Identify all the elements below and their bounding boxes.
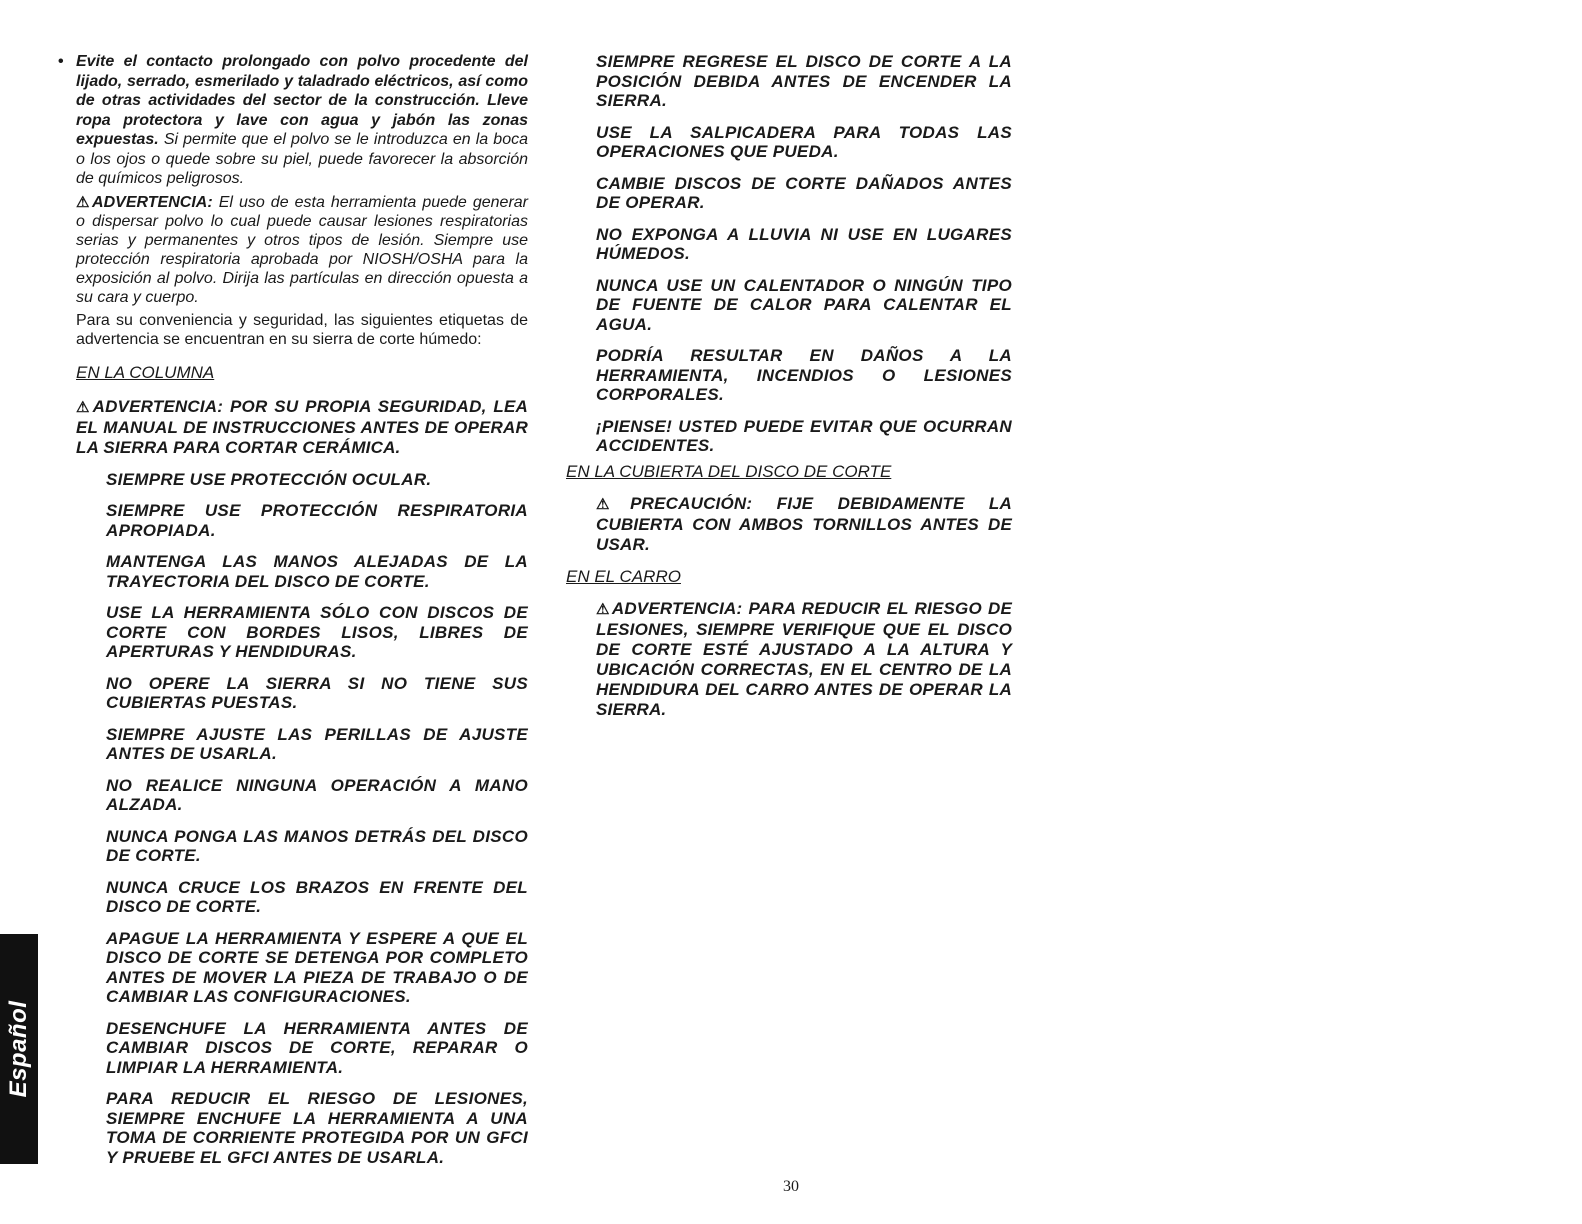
list-item: CAMBIE DISCOS DE CORTE DAÑADOS ANTES DE OPERAR.: [596, 173, 1012, 212]
list-item: APAGUE LA HERRAMIENTA Y ESPERE A QUE EL DISCO DE CORTE SE DETENGA POR COMPLETO ANTES DE MOVER LA PIEZA DE TRABAJO O DE CAMBIAR LAS CONFIGURACIONES.: [106, 928, 528, 1006]
intro-text: Para su conveniencia y seguridad, las siguientes etiquetas de advertencia se encuentran en su sierra de corte húmedo:: [76, 311, 528, 348]
list-item: DESENCHUFE LA HERRAMIENTA ANTES DE CAMBIAR DISCOS DE CORTE, REPARAR O LIMPIAR LA HERRAMIENTA.: [106, 1018, 528, 1077]
list-item: USE LA HERRAMIENTA SÓLO CON DISCOS DE CORTE CON BORDES LISOS, LIBRES DE APERTURAS Y HENDIDURAS.: [106, 603, 528, 661]
cover-caution: [596, 494, 1012, 555]
heading-cover: EN LA CUBIERTA DEL DISCO DE CORTE: [566, 461, 892, 481]
page-number: 30: [783, 1178, 799, 1195]
warning-triangle-icon: ⚠: [596, 600, 611, 618]
list-item: PODRÍA RESULTAR EN DAÑOS A LA HERRAMIENTA, INCENDIOS O LESIONES CORPORALES.: [596, 346, 1012, 404]
list-item: NO REALICE NINGUNA OPERACIÓN A MANO ALZADA.: [106, 775, 528, 814]
warning-triangle-icon: ⚠: [76, 398, 92, 416]
list-item: NO OPERE LA SIERRA SI NO TIENE SUS CUBIERTAS PUESTAS.: [106, 673, 528, 712]
language-label: Español: [5, 1000, 32, 1098]
list-item: SIEMPRE USE PROTECCIÓN OCULAR.: [106, 469, 432, 489]
carriage-warning-text: ADVERTENCIA: PARA REDUCIR EL RIESGO DE LESIONES, SIEMPRE VERIFIQUE QUE EL DISCO DE CORTE ESTÉ AJUSTADO A LA ALTURA Y UBICACIÓN CORRECTAS, EN EL CENTRO DE LA HENDIDURA DEL CARRO ANTES DE OPERAR LA SIERRA.: [596, 598, 1013, 719]
right-label-list: [596, 52, 1012, 456]
carriage-warning: [596, 599, 1012, 720]
warning-label: ADVERTENCIA:: [92, 193, 213, 211]
warning-triangle-icon: ⚠: [596, 495, 630, 513]
list-item: ¡PIENSE! USTED PUEDE EVITAR QUE OCURRAN ACCIDENTES.: [596, 416, 1012, 455]
column-label-list: [106, 470, 528, 1168]
list-item: NUNCA USE UN CALENTADOR O NINGÚN TIPO DE FUENTE DE CALOR PARA CALENTAR EL AGUA.: [596, 275, 1012, 334]
dust-bullet-text: Si permite que el polvo se le introduzca en la boca o los ojos o quede sobre su piel, puede favorecer la absorción de químicos peligrosos.: [76, 131, 528, 187]
list-item: SIEMPRE REGRESE EL DISCO DE CORTE A LA POSICIÓN DEBIDA ANTES DE ENCENDER LA SIERRA.: [596, 52, 1012, 110]
cover-caution-text: PRECAUCIÓN: FIJE DEBIDAMENTE LA CUBIERTA CON AMBOS TORNILLOS ANTES DE USAR.: [596, 493, 1012, 554]
dust-bullet: [58, 52, 528, 189]
heading-column: EN LA COLUMNA: [76, 362, 215, 382]
column-warning: [76, 397, 528, 458]
list-item: USE LA SALPICADERA PARA TODAS LAS OPERACIONES QUE PUEDA.: [596, 122, 1012, 161]
list-item: NUNCA PONGA LAS MANOS DETRÁS DEL DISCO DE CORTE.: [106, 826, 528, 865]
list-item: NO EXPONGA A LLUVIA NI USE EN LUGARES HÚMEDOS.: [596, 224, 1012, 263]
dust-warning: [76, 193, 528, 307]
list-item: SIEMPRE AJUSTE LAS PERILLAS DE AJUSTE ANTES DE USARLA.: [106, 724, 528, 763]
right-column: [566, 52, 1013, 720]
heading-carriage: EN EL CARRO: [566, 566, 681, 586]
list-item: NUNCA CRUCE LOS BRAZOS EN FRENTE DEL DISCO DE CORTE.: [106, 877, 528, 916]
bullet-dot-icon: •: [58, 53, 64, 70]
left-column: [58, 52, 528, 1167]
list-item: PARA REDUCIR EL RIESGO DE LESIONES, SIEMPRE ENCHUFE LA HERRAMIENTA A UNA TOMA DE CORRIENTE PROTEGIDA POR UN GFCI Y PRUEBE EL GFCI ANTES DE USARLA.: [106, 1089, 528, 1167]
list-item: MANTENGA LAS MANOS ALEJADAS DE LA TRAYECTORIA DEL DISCO DE CORTE.: [106, 552, 528, 591]
column-warning-text: ADVERTENCIA: POR SU PROPIA SEGURIDAD, LEA EL MANUAL DE INSTRUCCIONES ANTES DE OPERAR LA SIERRA PARA CORTAR CERÁMICA.: [76, 396, 528, 457]
dust-bullet-bold: Evite el contacto prolongado con polvo procedente del lijado, serrado, esmerilado y taladrado eléctricos, así como de otras actividades del sector de la construcción. Lleve ropa protectora y lave con agua y jabón las zonas expuestas.: [76, 53, 528, 148]
warning-triangle-icon: ⚠: [76, 193, 92, 211]
language-side-tab: [0, 934, 38, 1164]
warning-text: El uso de esta herramienta puede generar o dispersar polvo lo cual puede causar lesiones respiratorias serias y permanentes y otros tipos de lesión. Siempre use protección respiratoria aprobada por NIOSH/OSHA para la exposición al polvo. Dirija las partículas en dirección opuesta a su cara y cuerpo.: [76, 193, 528, 306]
list-item: SIEMPRE USE PROTECCIÓN RESPIRATORIA APROPIADA.: [106, 501, 528, 540]
